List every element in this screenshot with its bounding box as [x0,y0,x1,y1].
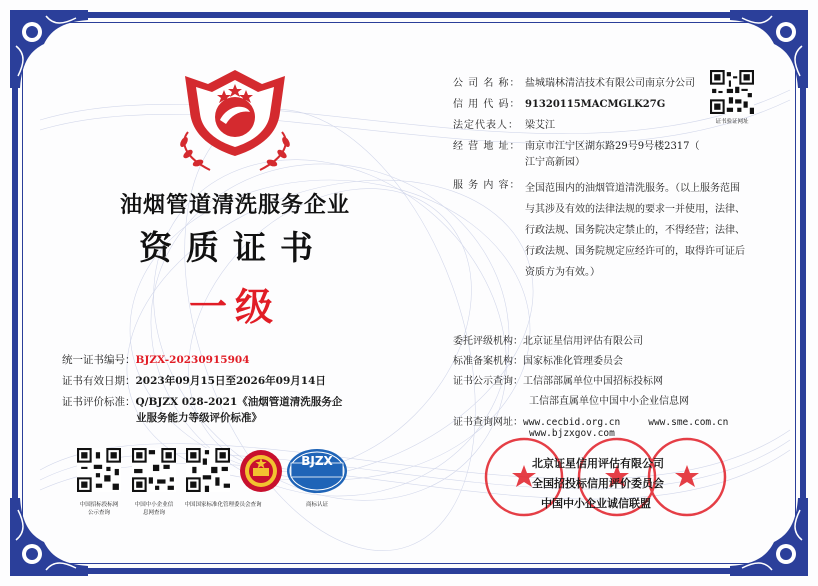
cert-standard-row [62,394,342,409]
query-row-2 [529,392,689,407]
cert-valid-label: 证书有效日期： [62,375,136,387]
scope-line: 资质方为有效。） [525,267,600,278]
scope-line: 行政法规、国务院决定禁止的，不得经营；法律、 [525,225,745,236]
url-row [453,413,728,428]
national-emblem-icon [238,448,284,494]
seal-line-1: 北京证星信用评估有限公司 [532,457,664,470]
certificate-subtitle: 油烟管道清洗服务企业 [119,192,350,218]
cert-number: BJZX-20230915904 [135,354,250,366]
query-row [453,372,663,387]
scope-line: 全国范围内的油烟管道清洗服务。（以上服务范围 [525,183,740,194]
qr-code-icon[interactable] [77,448,121,492]
qr-label: 中国招标投标网 公示查询 [79,502,119,516]
filing-row [453,352,623,367]
query-value-2: 工信部直属单位中国中小企业信息网 [529,396,689,407]
scope-label-row [453,178,525,194]
qr-code-icon[interactable] [186,448,230,492]
scope-label: 服 务 内 容： [453,180,521,191]
legal-rep: 梁艾江 [525,120,555,131]
certificate-level: 一级 [188,284,281,329]
cert-standard-label: 证书评价标准： [62,396,136,408]
scope-text [525,178,757,283]
url-link-1[interactable]: www.cecbid.org.cn [523,417,621,428]
query-label: 证书公示查询： [453,376,523,387]
bjzx-caption: 商标认证 [305,502,328,508]
credit-code: 91320115MACMGLK27G [525,99,666,110]
shield-emblem-icon [150,62,320,177]
company-name-label: 公 司 名 称： [453,78,521,89]
query-value-1: 工信部部属单位中国招标投标网 [523,376,663,387]
bjzx-badge-text: BJZX [301,454,333,468]
filing-value: 国家标准化管理委员会 [523,356,623,367]
qr-code-icon[interactable] [710,70,754,114]
corner-ornament-icon [10,10,88,88]
seal-line-3: 中国中小企业诚信联盟 [541,497,651,510]
url-link-2[interactable]: www.sme.com.cn [648,417,729,428]
url-label: 证书查询网址： [453,417,523,428]
qr-label: 中国国家标准化管理委员会查询 [184,502,262,508]
legal-rep-label: 法定代表人： [453,120,519,131]
cert-valid-value: 2023年09月15日至2026年09月14日 [135,375,326,387]
scope-line: 与其涉及有效的法律法规的要求一并使用，法律、 [525,204,745,215]
qr-code-icon[interactable] [132,448,176,492]
cert-standard-value: Q/BJZX 028-2021《油烟管道清洗服务企 [135,396,343,408]
filing-label: 标准备案机构： [453,356,523,367]
seal-line-2: 全国招投标信用评价委员会 [532,477,664,490]
org-row [453,332,643,347]
company-name: 盐城瑞林清洁技术有限公司南京分公司 [525,78,695,89]
cert-valid-row [62,373,326,388]
credit-code-label: 信 用 代 码： [453,99,521,110]
cert-number-row [62,352,250,367]
org-label: 委托评级机构： [453,336,523,347]
address-line-2: 江宁高新园） [525,157,585,168]
qr-caption: 证书验证网址 [715,119,749,125]
cert-number-label: 统一证书编号： [62,354,136,366]
address-line-1: 南京市江宁区湖东路29号9号楼2317（ [525,141,700,152]
cert-standard-value-2: 业服务能力等级评价标准》 [136,412,262,424]
qr-label: 中国中小企业信 息网查询 [134,502,174,516]
url-link-3[interactable]: www.bjzxgov.com [529,428,615,439]
address-row-2 [525,155,765,171]
cert-standard-row-2 [136,410,262,425]
org-value: 北京证星信用评估有限公司 [523,336,643,347]
scope-line: 行政法规、国务院规定应经许可的，取得许可证后 [525,246,745,257]
address-label: 经 营 地 址： [453,141,521,152]
corner-ornament-icon [730,498,808,576]
certificate-title: 资质证书 [139,228,327,267]
